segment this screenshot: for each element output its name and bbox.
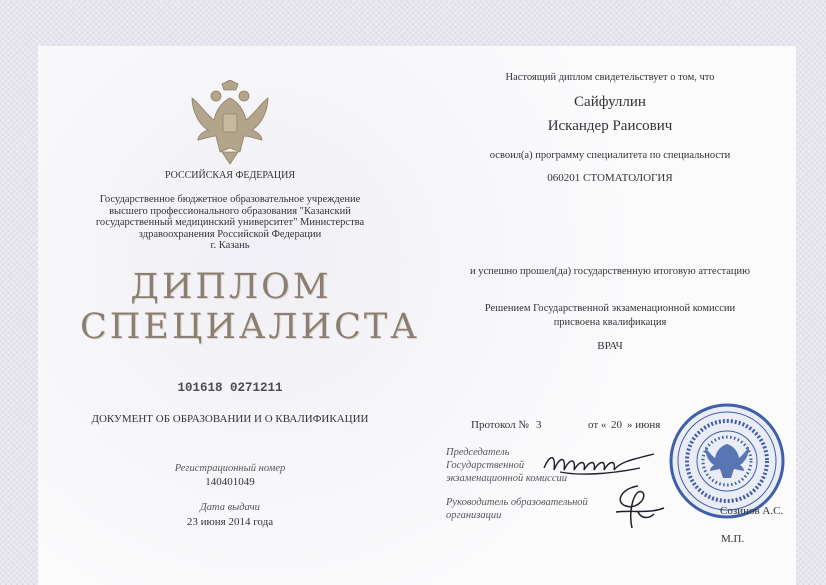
institution-name — [80, 194, 380, 252]
institution-line: высшего профессионального образования "Казанский — [109, 205, 351, 217]
commission-chair-label-line: Председатель — [446, 447, 510, 458]
decision-line2: присвоена квалификация — [553, 317, 667, 328]
attestation-text: и успешно прошел(да) государственную итоговую аттестацию — [470, 266, 750, 277]
graduate-name: Искандер Раисович — [547, 118, 673, 134]
certifies-text: Настоящий диплом свидетельствует о том, что — [505, 72, 715, 83]
protocol-label: Протокол № — [471, 419, 529, 431]
institution-line: здравоохранения Российской Федерации — [138, 228, 322, 240]
commission-chair-label-line: Государственной — [446, 460, 525, 471]
qualification: ВРАЧ — [597, 340, 623, 352]
country-name: РОССИЙСКАЯ ФЕДЕРАЦИЯ — [164, 170, 296, 181]
program-mastered-text: освоил(а) программу специалитета по специальности — [489, 150, 731, 161]
double-headed-eagle-emblem-icon — [186, 80, 274, 166]
commission-chair-signature — [540, 446, 658, 480]
protocol-number: 3 — [536, 419, 542, 431]
document-type: ДОКУМЕНТ ОБ ОБРАЗОВАНИИ И О КВАЛИФИКАЦИИ — [91, 413, 369, 425]
specialty: 060201 СТОМАТОЛОГИЯ — [547, 172, 673, 184]
commission-chair-label-line: экзаменационной комиссии — [446, 473, 567, 484]
registration-number-label: Регистрационный номер — [174, 463, 286, 474]
protocol-month: » июня — [627, 419, 661, 431]
institution-head-name: Созинов А.С. — [720, 505, 784, 517]
institution-line: Государственное бюджетное образовательное учреждение — [99, 194, 361, 205]
protocol-date-prefix: от « — [588, 419, 607, 431]
institution-line: г. Казань — [210, 240, 250, 251]
institution-head-label-line: организации — [446, 510, 502, 521]
registration-number-value: 140401049 — [205, 476, 255, 488]
official-round-seal — [668, 402, 786, 520]
institution-head-label-line: Руководитель образовательной — [446, 497, 588, 508]
diploma-title-line1: ДИПЛОМ — [130, 267, 332, 307]
institution-head-signature — [608, 482, 668, 532]
diploma-title-line2: СПЕЦИАЛИСТА — [80, 307, 420, 347]
issue-date-value: 23 июня 2014 года — [186, 516, 274, 528]
decision-line1: Решением Государственной экзаменационной комиссии — [484, 303, 736, 314]
graduate-surname: Сайфуллин — [574, 94, 646, 110]
issue-date-label: Дата выдачи — [200, 502, 260, 513]
institution-line: государственный медицинский университет" Министерства — [95, 217, 365, 228]
institution-head-label — [446, 496, 588, 522]
protocol-day: 20 — [611, 419, 622, 431]
diploma-number: 101618 0271211 — [177, 381, 283, 395]
stamp-place-mark: М.П. — [721, 533, 745, 545]
